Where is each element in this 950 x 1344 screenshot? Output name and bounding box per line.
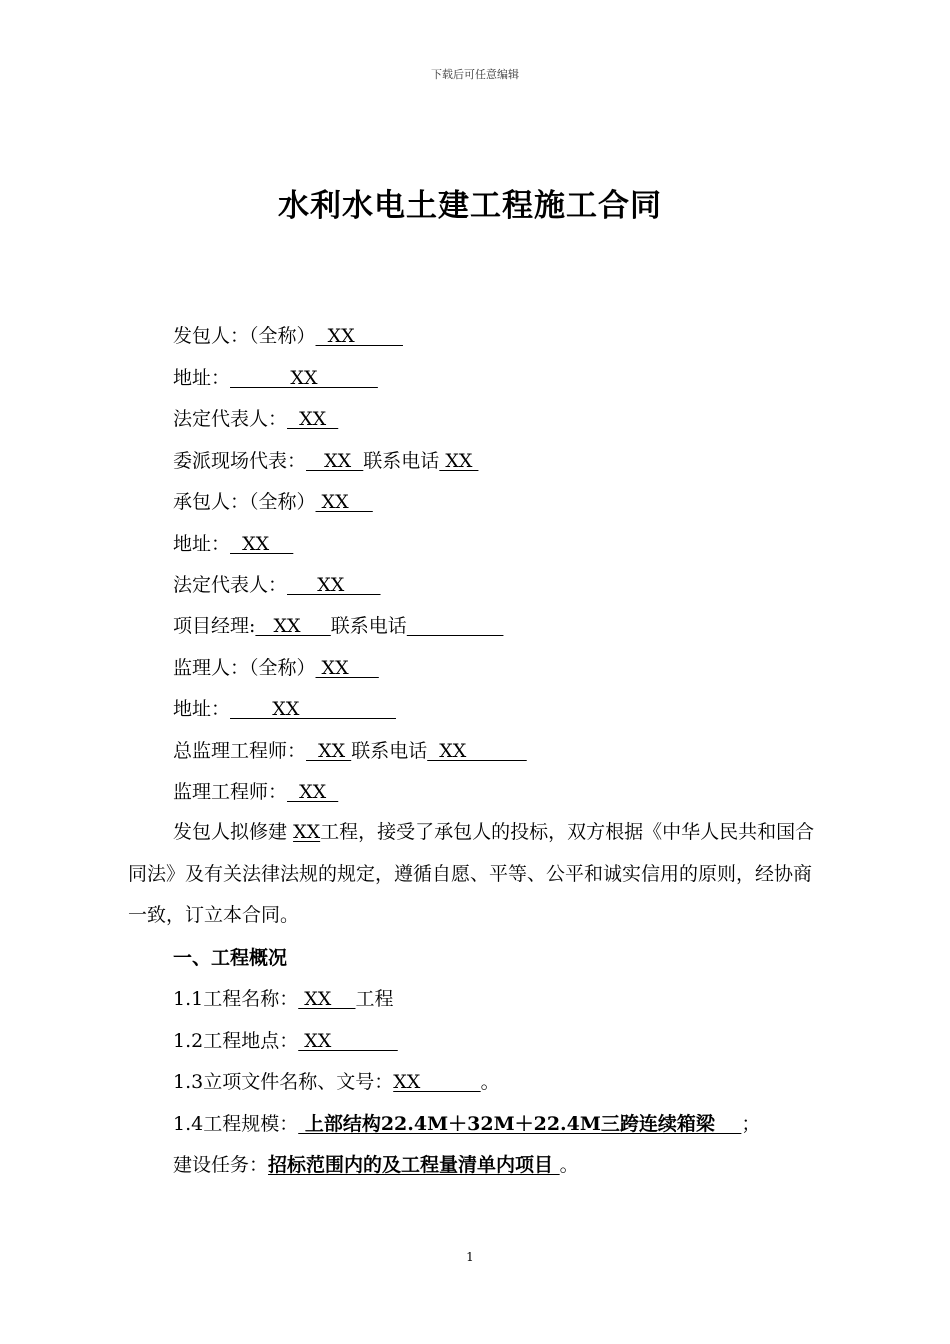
field-label: 委派现场代表： — [173, 450, 307, 472]
field-chief-supervisor — [173, 739, 527, 763]
field-label: 项目经理: — [173, 615, 256, 637]
item-construction-task — [173, 1153, 579, 1177]
item-value: 上部结构22.4M＋32M＋22.4M三跨连续箱梁 — [298, 1113, 742, 1135]
field-value-phone: XX — [439, 450, 479, 472]
field-value: XX — [287, 408, 339, 430]
item-label: 建设任务： — [173, 1154, 269, 1176]
item-label: 1.3立项文件名称、文号： — [173, 1071, 394, 1093]
field-employer-site-rep — [173, 449, 478, 473]
field-label: 地址： — [173, 533, 231, 555]
field-value: XX — [230, 698, 396, 720]
field-value: XX — [315, 491, 373, 513]
field-employer-name — [173, 324, 403, 348]
field-project-manager — [173, 614, 503, 638]
field-label-phone: 联系电话 — [363, 450, 440, 472]
field-value: XX — [306, 740, 352, 762]
field-supervisor-name — [173, 656, 379, 680]
item-value: XX — [298, 988, 356, 1010]
field-label: 发包人：（全称） — [173, 325, 316, 347]
field-label: 地址： — [173, 698, 231, 720]
field-value: XX — [255, 615, 331, 637]
field-label: 法定代表人： — [173, 408, 288, 430]
item-value: XX — [298, 1030, 398, 1052]
item-value: XX — [393, 1071, 481, 1093]
item-label: 1.1工程名称： — [173, 988, 299, 1010]
field-label: 法定代表人： — [173, 574, 288, 596]
field-employer-address — [173, 366, 378, 390]
item-value: 招标范围内的及工程量清单内项目 — [268, 1154, 560, 1176]
field-contractor-legal-rep — [173, 573, 381, 597]
document-title: 水利水电土建工程施工合同 — [278, 188, 662, 224]
field-value: XX — [287, 781, 339, 803]
item-suffix: 工程 — [355, 988, 394, 1010]
item-suffix: 。 — [480, 1071, 500, 1093]
field-contractor-name — [173, 490, 373, 514]
section-heading-overview: 一、工程概况 — [173, 947, 288, 969]
intro-text-2: 工程，接受了承包人的投标，双方根据《中华人民共和国合同法》及有关法律法规的规定，遵循自愿、平等、公平和诚实信用的原则，经协商一致，订立本合同。 — [128, 821, 815, 926]
field-employer-legal-rep — [173, 407, 338, 431]
field-value: XX — [306, 450, 364, 472]
item-project-location — [173, 1029, 398, 1053]
field-label: 总监理工程师： — [173, 740, 307, 762]
field-label: 承包人：（全称） — [173, 491, 316, 513]
field-value-phone: XX — [427, 740, 527, 762]
item-suffix: 。 — [559, 1154, 579, 1176]
item-project-name — [173, 987, 394, 1011]
intro-text-1: 发包人拟修建 — [173, 821, 288, 843]
page-header: 下载后可任意编辑 — [431, 68, 519, 81]
field-value: XX — [287, 574, 381, 596]
field-contractor-address — [173, 532, 293, 556]
intro-paragraph — [128, 812, 828, 937]
field-value: XX — [230, 367, 378, 389]
field-value: XX — [315, 325, 403, 347]
field-label: 监理人：（全称） — [173, 657, 316, 679]
field-label: 监理工程师： — [173, 781, 288, 803]
field-supervision-engineer — [173, 780, 338, 804]
field-label-phone: 联系电话 — [330, 615, 407, 637]
field-value: XX — [315, 657, 379, 679]
field-supervisor-address — [173, 697, 396, 721]
intro-project-name: XX — [293, 821, 321, 843]
page-number: 1 — [466, 1250, 474, 1264]
item-suffix: ； — [741, 1113, 761, 1135]
item-label: 1.4工程规模： — [173, 1113, 299, 1135]
field-value-phone — [407, 615, 504, 637]
field-label-phone: 联系电话 — [351, 740, 428, 762]
item-label: 1.2工程地点： — [173, 1030, 299, 1052]
field-value: XX — [230, 533, 294, 555]
field-label: 地址： — [173, 367, 231, 389]
item-approval-document — [173, 1070, 500, 1094]
item-project-scale — [173, 1112, 760, 1136]
